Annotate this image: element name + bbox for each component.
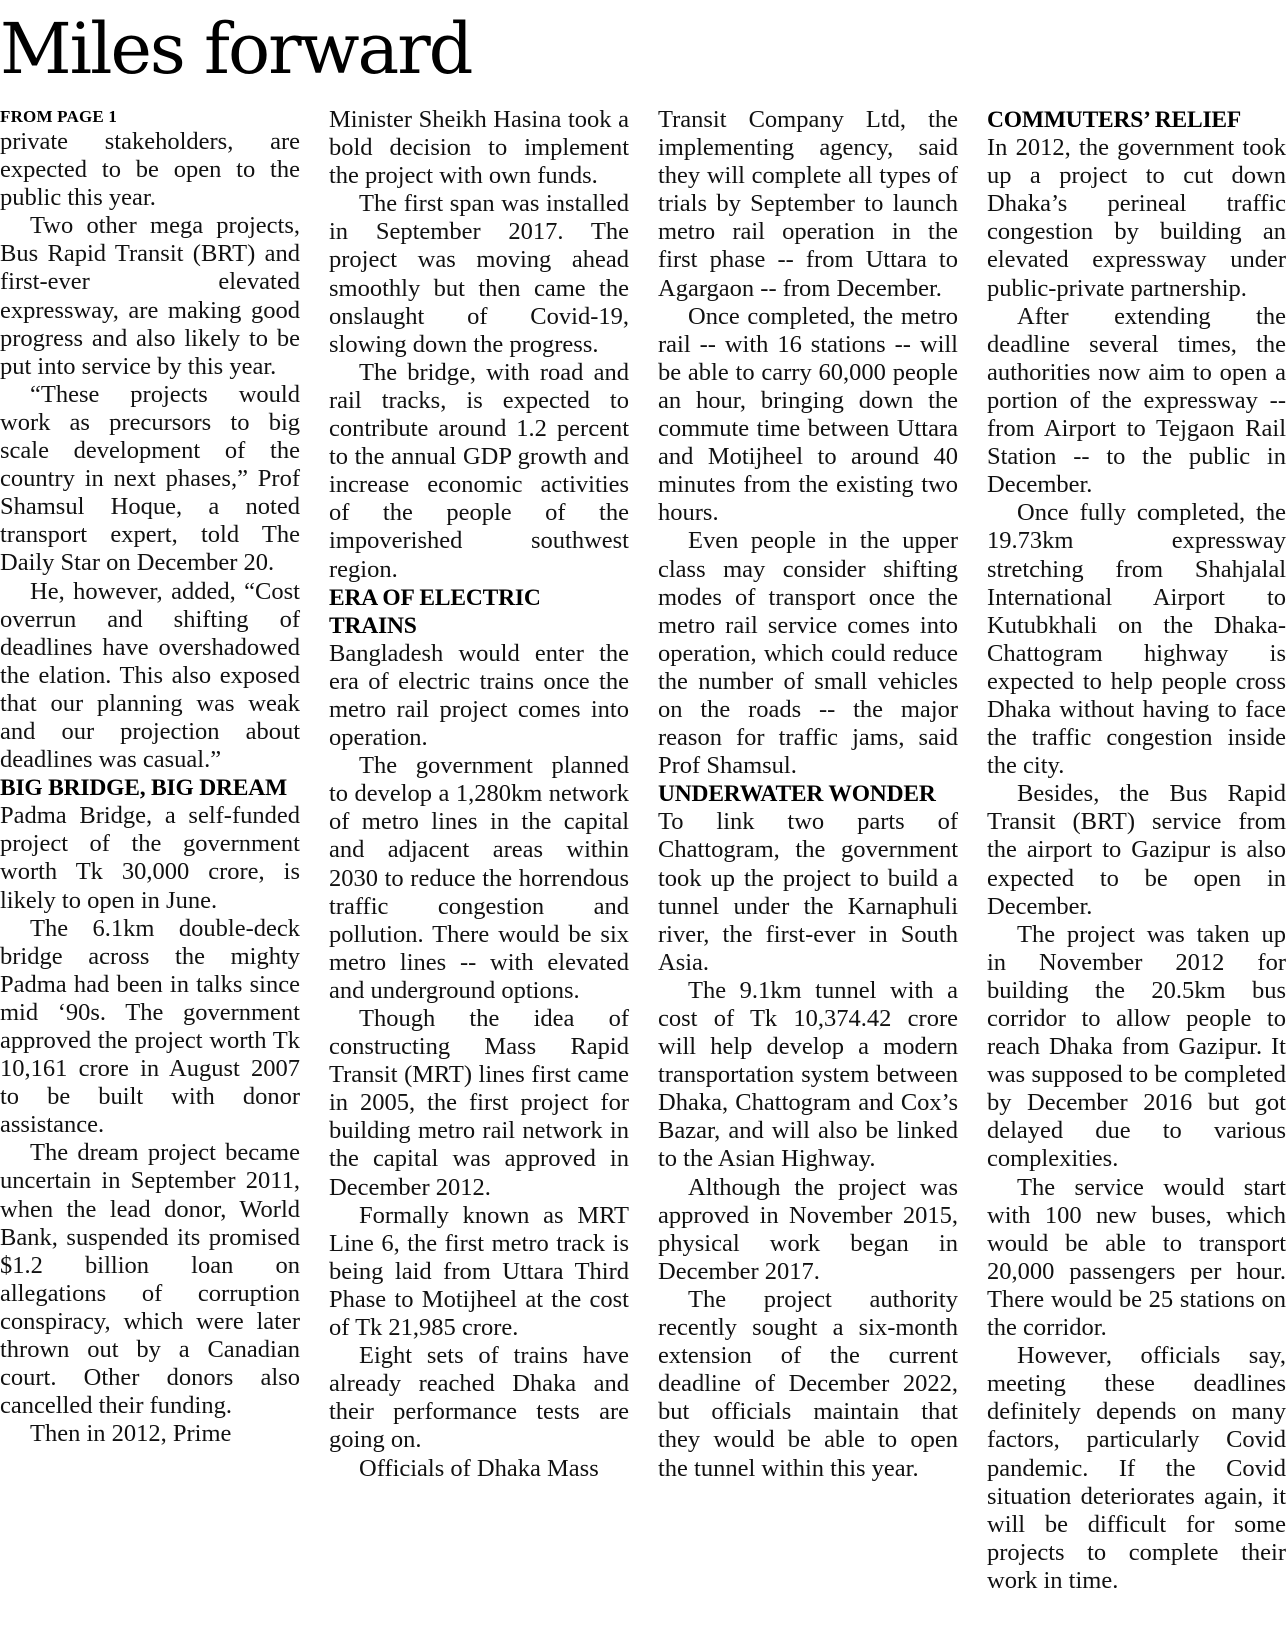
- article-paragraph: The 6.1km double-deck bridge across the mighty Padma had been in talks since mid ‘90s. The government approved the project worth Tk 10,161 crore in August 2007 to be built with donor assistance.: [0, 914, 300, 1139]
- article-paragraph: In 2012, the government took up a project to cut down Dhaka’s perineal traffic congestion by building an elevated expressway under public-private partnership.: [987, 134, 1286, 302]
- article-paragraph: The project authority recently sought a six-month extension of the current deadline of December 2022, but officials maintain that they would be able to open the tunnel within this year.: [658, 1285, 958, 1482]
- article-paragraph: The government planned to develop a 1,280km network of metro lines in the capital and adjacent areas within 2030 to reduce the horrendous traffic congestion and pollution. There would be six metro lines -- with elevated and underground options.: [329, 752, 629, 1004]
- article-paragraph: Once completed, the metro rail -- with 16 stations -- will be able to carry 60,000 people an hour, bringing down the commute time between Uttara and Motijheel to around 40 minutes from the existing two hours.: [658, 302, 958, 527]
- article-paragraph: Two other mega projects, Bus Rapid Transit (BRT) and first-ever elevated expressway, are making good progress and also likely to be put into service by this year.: [0, 212, 300, 380]
- article-column-4: [987, 106, 1286, 1595]
- article-column-3: [658, 106, 958, 1483]
- article-column-2: [329, 106, 629, 1483]
- article-paragraph: Padma Bridge, a self-funded project of the government worth Tk 30,000 crore, is likely to open in June.: [0, 802, 300, 914]
- section-subheading: UNDERWATER WONDER: [658, 781, 936, 808]
- article-column-1: [0, 106, 300, 1448]
- article-paragraph: The 9.1km tunnel with a cost of Tk 10,374.42 crore will help develop a modern transportation system between Dhaka, Chattogram and Cox’s Bazar, and will also be linked to the Asian Highway.: [658, 976, 958, 1173]
- article-paragraph: The first span was installed in September 2017. The project was moving ahead smoothly but then came the onslaught of Covid-19, slowing down the progress.: [329, 190, 629, 358]
- article-paragraph: private stakeholders, are expected to be open to the public this year.: [0, 128, 300, 212]
- article-paragraph: However, officials say, meeting these deadlines definitely depends on many factors, particularly Covid pandemic. If the Covid situation deteriorates again, it will be difficult for some projects to complete their work in time.: [987, 1342, 1286, 1594]
- article-paragraph: Minister Sheikh Hasina took a bold decision to implement the project with own funds.: [329, 106, 629, 190]
- article-paragraph: The service would start with 100 new buses, which would be able to transport 20,000 passengers per hour. There would be 25 stations on the corridor.: [987, 1173, 1286, 1342]
- article-paragraph: Eight sets of trains have already reached Dhaka and their performance tests are going on.: [329, 1342, 629, 1454]
- article-paragraph: “These projects would work as precursors to big scale development of the country in next phases,” Prof Shamsul Hoque, a noted transport expert, told The Daily Star on December 20.: [0, 380, 300, 577]
- section-subheading: COMMUTERS’ RELIEF: [987, 107, 1242, 133]
- continuation-kicker: FROM PAGE 1: [0, 107, 118, 126]
- article-paragraph: Though the idea of constructing Mass Rapid Transit (MRT) lines first came in 2005, the first project for building metro rail network in the capital was approved in December 2012.: [329, 1005, 629, 1201]
- article-paragraph: Formally known as MRT Line 6, the first metro track is being laid from Uttara Third Phase to Motijheel at the cost of Tk 21,985 crore.: [329, 1201, 629, 1342]
- article-paragraph: The dream project became uncertain in September 2011, when the lead donor, World Bank, suspended its promised $1.2 billion loan on allegations of corruption conspiracy, which were later thrown out by a Canadian court. Other donors also cancelled their funding.: [0, 1139, 300, 1420]
- article-paragraph: Bangladesh would enter the era of electric trains once the metro rail project comes into operation.: [329, 639, 629, 752]
- article-paragraph: Once fully completed, the 19.73km expressway stretching from Shahjalal International Airport to Kutubkhali on the Dhaka-Chattogram highway is expected to help people cross Dhaka without having to face the traffic congestion inside the city.: [987, 499, 1286, 780]
- article-paragraph: Besides, the Bus Rapid Transit (BRT) service from the airport to Gazipur is also expected to be open in December.: [987, 780, 1286, 920]
- article-paragraph: To link two parts of Chattogram, the government took up the project to build a tunnel under the Karnaphuli river, the first-ever in South Asia.: [658, 808, 958, 976]
- article-paragraph: Even people in the upper class may consider shifting modes of transport once the metro rail service comes into operation, which could reduce the number of small vehicles on the roads -- the major reason for traffic jams, said Prof Shamsul.: [658, 527, 958, 780]
- article-paragraph: Although the project was approved in November 2015, physical work began in December 2017.: [658, 1173, 958, 1285]
- headline: Miles forward: [0, 8, 472, 90]
- article-paragraph: The bridge, with road and rail tracks, is expected to contribute around 1.2 percent to the annual GDP growth and increase economic activities of the people of the impoverished southwest region.: [329, 358, 629, 583]
- article-paragraph: After extending the deadline several times, the authorities now aim to open a portion of the expressway -- from Airport to Tejgaon Rail Station -- to the public in December.: [987, 302, 1286, 499]
- article-paragraph: Then in 2012, Prime: [30, 1420, 232, 1448]
- section-subheading: BIG BRIDGE, BIG DREAM: [0, 775, 287, 802]
- section-subheading: ERA OF ELECTRIC TRAINS: [329, 584, 541, 639]
- article-paragraph: The project was taken up in November 2012 for building the 20.5km bus corridor to allow people to reach Dhaka from Gazipur. It was supposed to be completed by December 2016 but got delayed due to various complexities.: [987, 920, 1286, 1173]
- article-paragraph: He, however, added, “Cost overrun and shifting of deadlines have overshadowed the elation. This also exposed that our planning was weak and our projection about deadlines was casual.”: [0, 577, 300, 774]
- article-paragraph: Transit Company Ltd, the implementing agency, said they will complete all types of trials by September to launch metro rail operation in the first phase -- from Uttara to Agargaon -- from December.: [658, 106, 958, 302]
- article-paragraph: Officials of Dhaka Mass: [359, 1454, 599, 1482]
